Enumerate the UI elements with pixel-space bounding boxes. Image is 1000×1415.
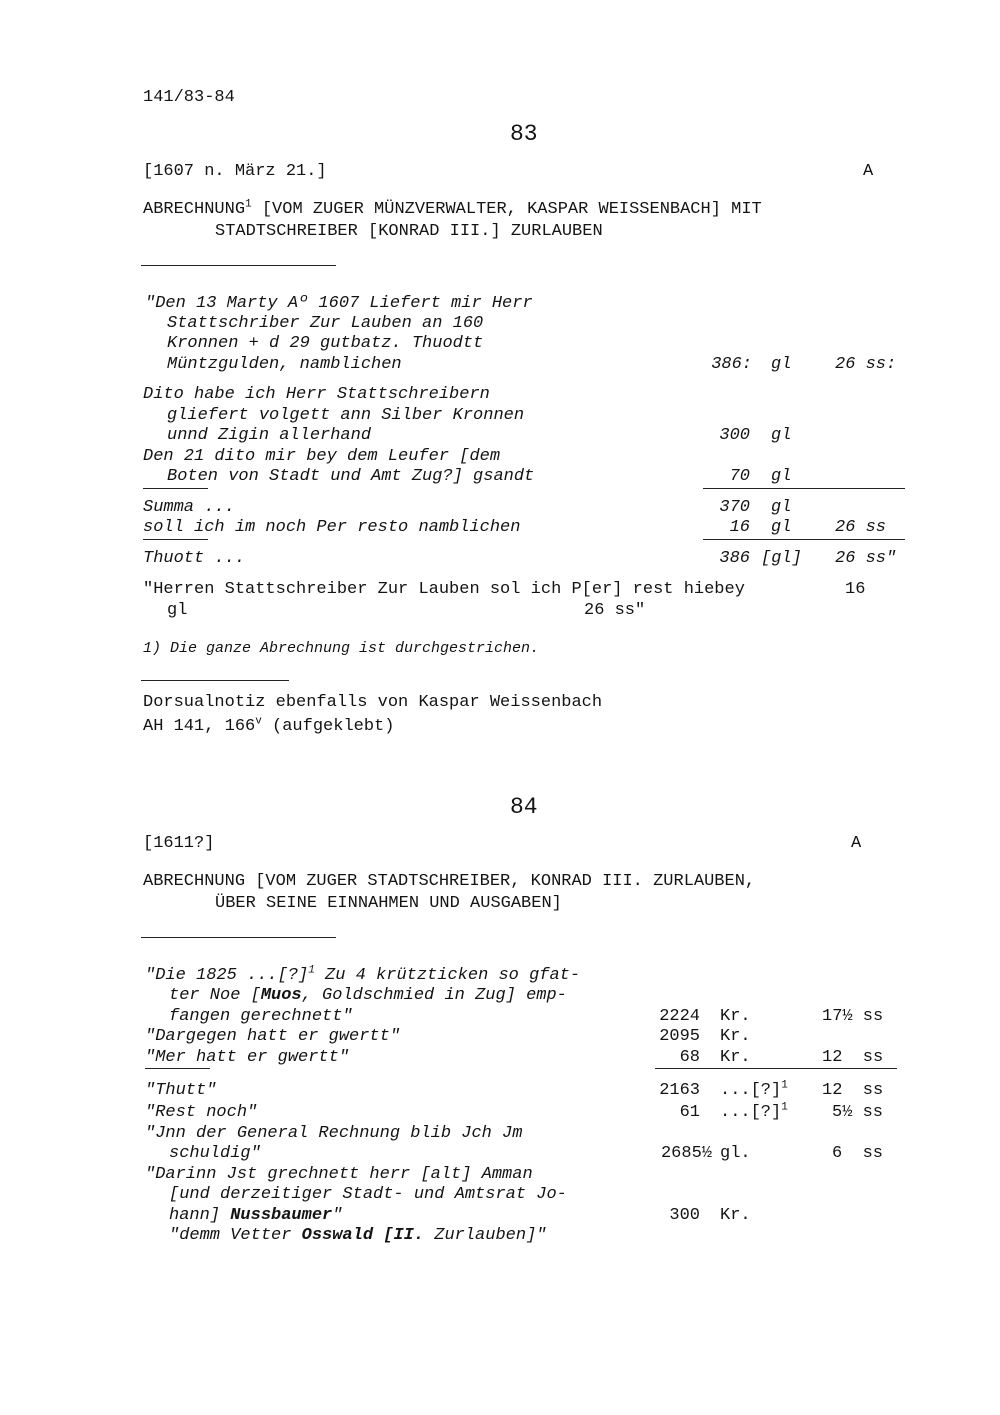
rest-line: "Herren Stattschreiber Zur Lauben sol ich P[er] rest hiebey: [143, 580, 745, 599]
amount-unit: Kr.: [720, 1007, 751, 1026]
amount-value: 16: [729, 518, 750, 537]
section-title-line-1: ABRECHNUNG$^1$ [VOM ZUGER MÜNZVERWALTER, KASPAR WEISSENBACH] MIT: [143, 198, 762, 219]
amount-unit: ...[?]$^1$: [720, 1079, 788, 1100]
entry-line: ter Noe [Muos, Goldschmied in Zug] emp-: [169, 986, 567, 1005]
archive-reference: AH 141, 166$^v$ (aufgeklebt): [143, 715, 395, 736]
footnote-divider: [141, 680, 289, 681]
amount-value: 70: [729, 467, 750, 486]
entry-line: "Rest noch": [145, 1103, 258, 1122]
section-mark: A: [851, 834, 862, 853]
entry-line: fangen gerechnett": [169, 1007, 353, 1026]
amount-value: 300: [719, 426, 750, 445]
title-divider: [141, 937, 336, 938]
amount-unit: gl: [771, 355, 792, 374]
entry-line: "demm Vetter Osswald [II. Zurlauben]": [169, 1226, 547, 1245]
entry-line: "Den 13 Marty Aº 1607 Liefert mir Herr: [145, 294, 533, 313]
section-date: [1607 n. März 21.]: [143, 162, 327, 181]
amount-unit: gl: [771, 498, 792, 517]
entry-line: "Dargegen hatt er gwertt": [145, 1027, 401, 1046]
rest-unit: gl: [167, 601, 188, 620]
section-number: 83: [510, 121, 538, 147]
amount-ss: 12 ss: [822, 1048, 884, 1067]
section-title-line-2: ÜBER SEINE EINNAHMEN UND AUSGABEN]: [215, 894, 562, 913]
entry-line: "Die 1825 ...[?]$^1$ Zu 4 krützticken so gfat-: [145, 964, 581, 985]
amount-unit: Kr.: [720, 1027, 751, 1046]
sum-rule: [703, 539, 905, 540]
amount-ss: 26 ss:: [835, 355, 897, 374]
amount-ss: 26 ss": [835, 549, 897, 568]
amount-unit: gl: [771, 426, 792, 445]
document-reference: 141/83-84: [143, 88, 235, 107]
entry-line: "Jnn der General Rechnung blib Jch Jm: [145, 1124, 523, 1143]
amount-unit: Kr.: [720, 1206, 751, 1225]
amount-unit: gl: [771, 518, 792, 537]
amount-value: 2095: [659, 1027, 700, 1046]
footnote: 1) Die ganze Abrechnung ist durchgestrichen.: [143, 640, 540, 657]
entry-line: "Mer hatt er gwertt": [145, 1048, 350, 1067]
section-number: 84: [510, 794, 538, 820]
section-title-line-2: STADTSCHREIBER [KONRAD III.] ZURLAUBEN: [215, 222, 603, 241]
entry-line: schuldig": [169, 1144, 261, 1163]
entry-line: "Thutt": [145, 1081, 217, 1100]
entry-line: Müntzgulden, namblichen: [167, 355, 402, 374]
entry-line: soll ich im noch Per resto namblichen: [143, 518, 521, 537]
dorsal-note: Dorsualnotiz ebenfalls von Kaspar Weissenbach: [143, 693, 603, 712]
section-date: [1611?]: [143, 834, 215, 853]
amount-unit: gl: [771, 467, 792, 486]
amount-ss: 26 ss: [835, 518, 887, 537]
sum-rule: [655, 1068, 897, 1069]
rest-amount: 16: [845, 580, 866, 599]
amount-value: 386: [719, 549, 750, 568]
rest-ss: 26 ss": [584, 601, 646, 620]
title-divider: [141, 265, 336, 266]
entry-line: Summa ...: [143, 498, 235, 517]
section-title-line-1: ABRECHNUNG [VOM ZUGER STADTSCHREIBER, KONRAD III. ZURLAUBEN,: [143, 872, 756, 891]
entry-line: hann] Nussbaumer": [169, 1206, 343, 1225]
entry-line: Thuott ...: [143, 549, 246, 568]
amount-unit: Kr.: [720, 1048, 751, 1067]
entry-line: gliefert volgett ann Silber Kronnen: [167, 406, 525, 425]
sum-rule: [143, 539, 208, 540]
sum-rule: [143, 488, 208, 489]
entry-line: Kronnen + d 29 gutbatz. Thuodtt: [167, 334, 484, 353]
entry-line: [und derzeitiger Stadt- und Amtsrat Jo-: [169, 1185, 567, 1204]
amount-unit: ...[?]$^1$: [720, 1101, 788, 1122]
amount-unit: [gl]: [761, 549, 802, 568]
amount-ss: 5½ ss: [832, 1103, 884, 1122]
amount-unit: gl.: [720, 1144, 751, 1163]
amount-value: 68: [679, 1048, 700, 1067]
amount-ss: 6 ss: [832, 1144, 884, 1163]
amount-ss: 12 ss: [822, 1081, 884, 1100]
entry-line: unnd Zigin allerhand: [167, 426, 372, 445]
amount-ss: 17½ ss: [822, 1007, 884, 1026]
amount-value: 2685½: [660, 1144, 712, 1163]
sum-rule: [703, 488, 905, 489]
amount-value: 61: [679, 1103, 700, 1122]
amount-value: 370: [719, 498, 750, 517]
entry-line: Boten von Stadt und Amt Zug?] gsandt: [167, 467, 535, 486]
amount-value: 2224: [659, 1007, 700, 1026]
amount-value: 300: [669, 1206, 700, 1225]
entry-line: Den 21 dito mir bey dem Leufer [dem: [143, 447, 501, 466]
entry-line: Dito habe ich Herr Stattschreibern: [143, 385, 490, 404]
entry-line: Stattschriber Zur Lauben an 160: [167, 314, 484, 333]
amount-value: 386:: [711, 355, 752, 374]
entry-line: "Darinn Jst grechnett herr [alt] Amman: [145, 1165, 533, 1184]
sum-rule: [145, 1068, 210, 1069]
section-mark: A: [863, 162, 874, 181]
amount-value: 2163: [659, 1081, 700, 1100]
